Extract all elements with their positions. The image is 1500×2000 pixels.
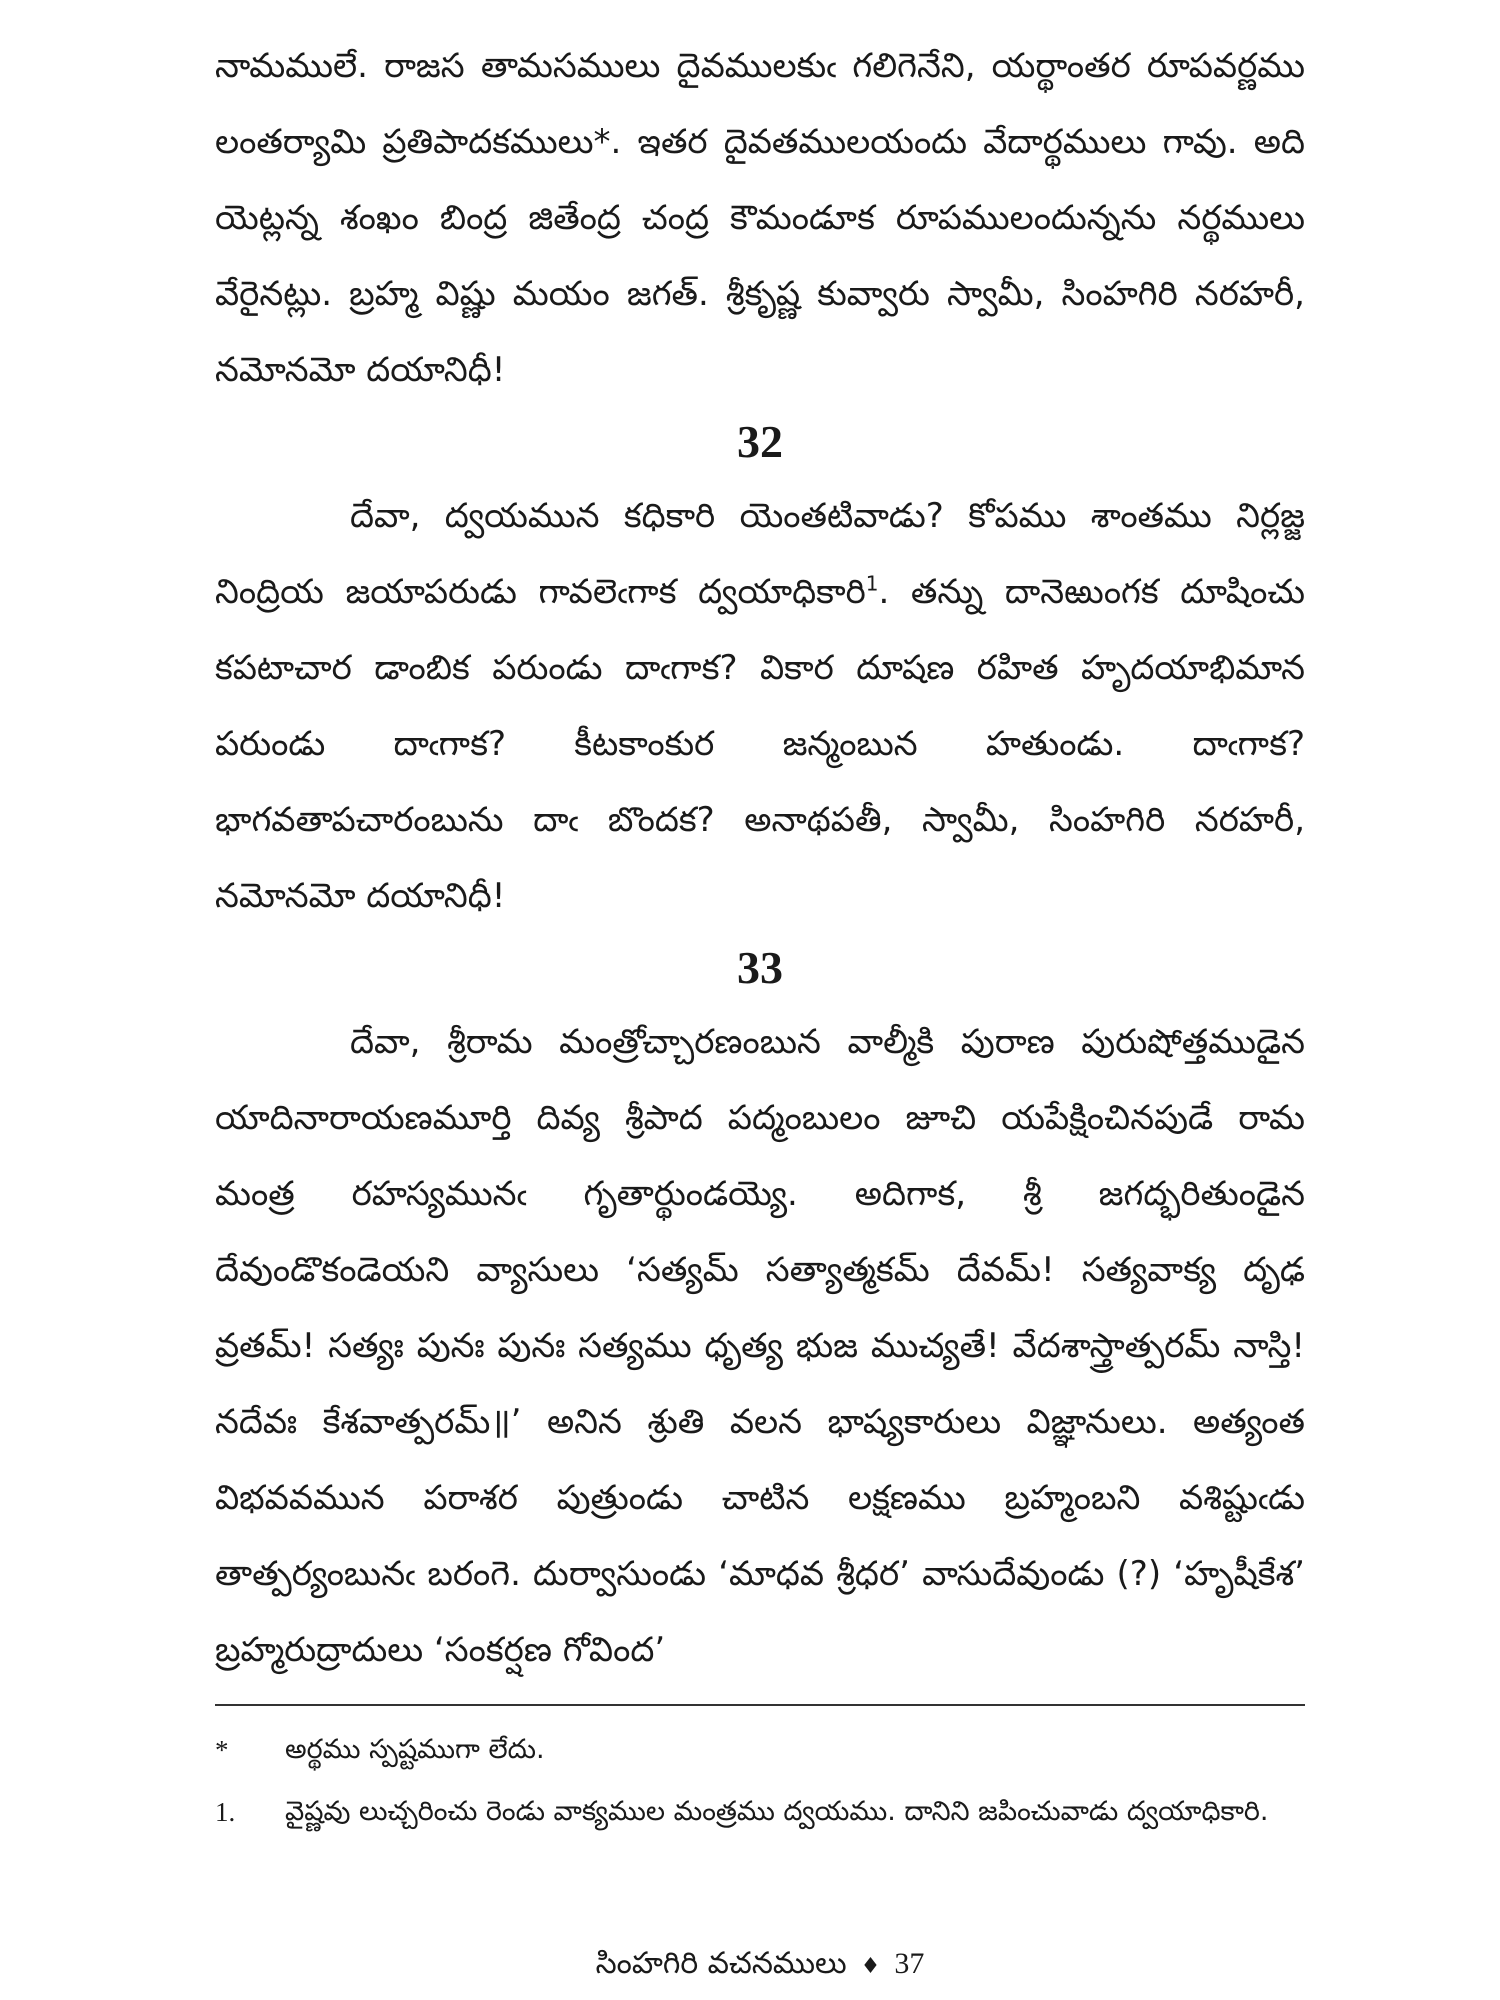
footnote-reference-1: 1 [865,571,879,596]
footnote-item [215,1728,1305,1772]
footnote-item [215,1790,1305,1834]
running-book-title: సింహగిరి వచనములు [595,1946,847,1981]
section-32-text-part1: దేవా, ద్వయమున కధికారి యెంతటివాడు? కోపము శాంతము నిర్లజ్జ నింద్రియ జయాపరుడు గావలెఁగాక ద్వయాధికారి [215,496,1305,612]
section-32-text-part2: . తన్ను దానెఱుంగక దూషించు కపటాచార డాంబిక పరుండు దాఁగాక? వికార దూషణ రహిత హృదయాభిమాన పరుండు దాఁగాక? కీటకాంకుర జన్మంబున హతుండు. దాఁగాక? భాగవతాపచారంబును దాఁ బొందక? అనాథపతీ, స్వామీ, సింహగిరి నరహరీ, నమోనమో దయానిధీ! [215,572,1305,916]
page-number: 37 [894,1947,925,1980]
book-page [215,28,1305,1981]
section-33-paragraph: దేవా, శ్రీరామ మంత్రోచ్చారణంబున వాల్మీకి పురాణ పురుషోత్తముడైన యాదినారాయణమూర్తి దివ్య శ్రీపాద పద్మంబులం జూచి యపేక్షించినపుడే రామ మంత్ర రహస్యమునఁ గృతార్థుండయ్యె. అదిగాక, శ్రీ జగద్భరితుండైన దేవుండొకండెయని వ్యాసులు ‘సత్యమ్ సత్యాత్మకమ్ దేవమ్! సత్యవాక్య దృఢ వ్రతమ్! సత్యః పునః పునః సత్యము ధృత్య భుజ ముచ్యతే! వేదశాస్త్రాత్పరమ్ నాస్తి! నదేవః కేశవాత్పరమ్॥’ అనిన శ్రుతి వలన భాష్యకారులు విజ్ఞానులు. అత్యంత విభవవమున పరాశర పుత్రుండు చాటిన లక్షణము బ్రహ్మంబని వశిష్టుఁడు తాత్పర్యంబునఁ బరంగె. దుర్వాసుండు ‘మాధవ శ్రీధర’ వాసుదేవుండు (?) ‘హృషీకేశ’ బ్రహ్మరుద్రాదులు ‘సంకర్షణ గోవింద’ [215,1022,1305,1670]
section-heading-32: 32 [737,416,783,467]
footnote-mark: 1. [215,1797,236,1827]
section-32-paragraph [215,478,1305,934]
footnote-text: అర్థము స్పష్టముగా లేదు. [285,1734,545,1765]
footnote-mark: * [215,1735,229,1765]
footnote-divider [215,1704,1305,1706]
intro-paragraph: నామములే. రాజస తామసములు దైవములకుఁ గలిగెనేని, యర్థాంతర రూపవర్ణము లంతర్యామి ప్రతిపాదకములు*. ఇతర దైవతములయందు వేదార్థములు గావు. అది యెట్లన్న శంఖం బింద్ర జితేంద్ర చంద్ర కౌమండూక రూపములందున్నను నర్థములు వేరైనట్లు. బ్రహ్మ విష్ణు మయం జగత్. శ్రీకృష్ణ కువ్వారు స్వామీ, సింహగిరి నరహరీ, నమోనమో దయానిధీ! [215,46,1305,390]
section-heading-33: 33 [737,942,783,993]
footnote-text: వైష్ణవు లుచ్చరించు రెండు వాక్యముల మంత్రము ద్వయము. దానిని జపించువాడు ద్వయాధికారి. [285,1796,1269,1827]
diamond-separator-icon: ♦ [860,1954,881,1979]
page-footer [215,1946,1305,1988]
